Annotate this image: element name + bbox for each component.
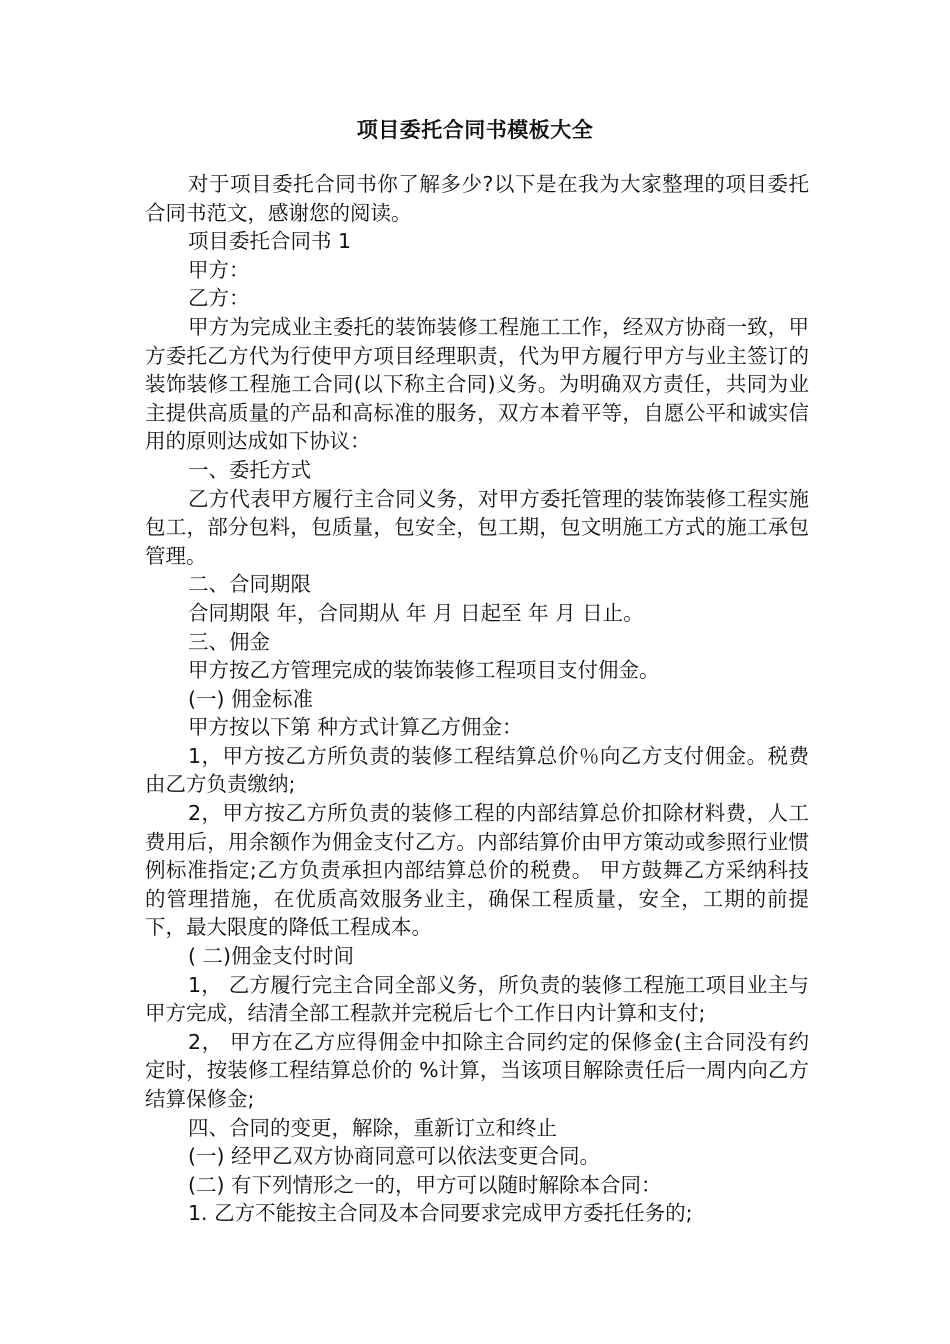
- paragraph-standard-item-2: 2，甲方按乙方所负责的装修工程的内部结算总价扣除材料费，人工费用后，用余额作为佣金支付乙方。内部结算价由甲方策动或参照行业惯例标准指定;乙方负责承担内部结算总价的税费。 甲方鼓舞乙方采纳科技的管理措施，在优质高效服务业主，确保工程质量，安全，工期的前提下，最大限度的降低工程成本。: [145, 801, 809, 940]
- paragraph-party-a: 甲方：: [188, 257, 250, 282]
- paragraph-standard-intro: 甲方按以下第 种方式计算乙方佣金：: [188, 715, 523, 740]
- section-heading-entrustment: 一、委托方式: [188, 457, 311, 482]
- paragraph-preamble: 甲方为完成业主委托的装饰装修工程施工工作，经双方协商一致，甲方委托乙方代为行使甲方项目经理职责，代为甲方履行甲方与业主签订的装饰装修工程施工合同(以下称主合同)义务。为明确双方责任，共同为业主提供高质量的产品和高标准的服务，双方本着平等，自愿公平和诚实信用的原则达成如下协议：: [145, 314, 809, 454]
- section-heading-term: 二、合同期限: [188, 572, 311, 597]
- subsection-heading-standard: (一) 佣金标准: [188, 686, 314, 711]
- paragraph-changes-item-1: 1. 乙方不能按主合同及本合同要求完成甲方委托任务的;: [188, 1201, 693, 1226]
- paragraph-standard-item-1: 1，甲方按乙方所负责的装修工程结算总价％向乙方支付佣金。税费由乙方负责缴纳;: [145, 743, 809, 797]
- paragraph-party-b: 乙方：: [188, 286, 250, 311]
- document-body: [145, 170, 809, 1228]
- paragraph-intro: 对于项目委托合同书你了解多少?以下是在我为大家整理的项目委托合同书范文，感谢您的阅读。: [145, 172, 809, 225]
- paragraph-changes-2: (二) 有下列情形之一的，甲方可以随时解除本合同：: [188, 1172, 662, 1197]
- section-heading-changes: 四、合同的变更，解除，重新订立和终止: [188, 1115, 557, 1140]
- paragraph-payment-item-2: 2， 甲方在乙方应得佣金中扣除主合同约定的保修金(主合同没有约定时，按装修工程结算总价的 %计算，当该项目解除责任后一周内向乙方结算保修金;: [145, 1029, 809, 1111]
- paragraph-entrustment: 乙方代表甲方履行主合同义务，对甲方委托管理的装饰装修工程实施包工，部分包料，包质量，包安全，包工期，包文明施工方式的施工承包管理。: [145, 486, 809, 568]
- paragraph-contract-heading: 项目委托合同书 1: [188, 229, 352, 254]
- section-heading-commission: 三、佣金: [188, 629, 270, 654]
- document-title: 项目委托合同书模板大全: [356, 118, 594, 142]
- paragraph-changes-1: (一) 经甲乙双方协商同意可以依法变更合同。: [188, 1144, 601, 1169]
- paragraph-commission: 甲方按乙方管理完成的装饰装修工程项目支付佣金。: [188, 658, 660, 683]
- paragraph-term: 合同期限 年，合同期从 年 月 日起至 年 月 日止。: [188, 600, 644, 625]
- subsection-heading-payment-time: ( 二)佣金支付时间: [188, 944, 355, 969]
- paragraph-payment-item-1: 1， 乙方履行完主合同全部义务，所负责的装修工程施工项目业主与甲方完成，结清全部工程款并完税后七个工作日内计算和支付;: [145, 972, 809, 1026]
